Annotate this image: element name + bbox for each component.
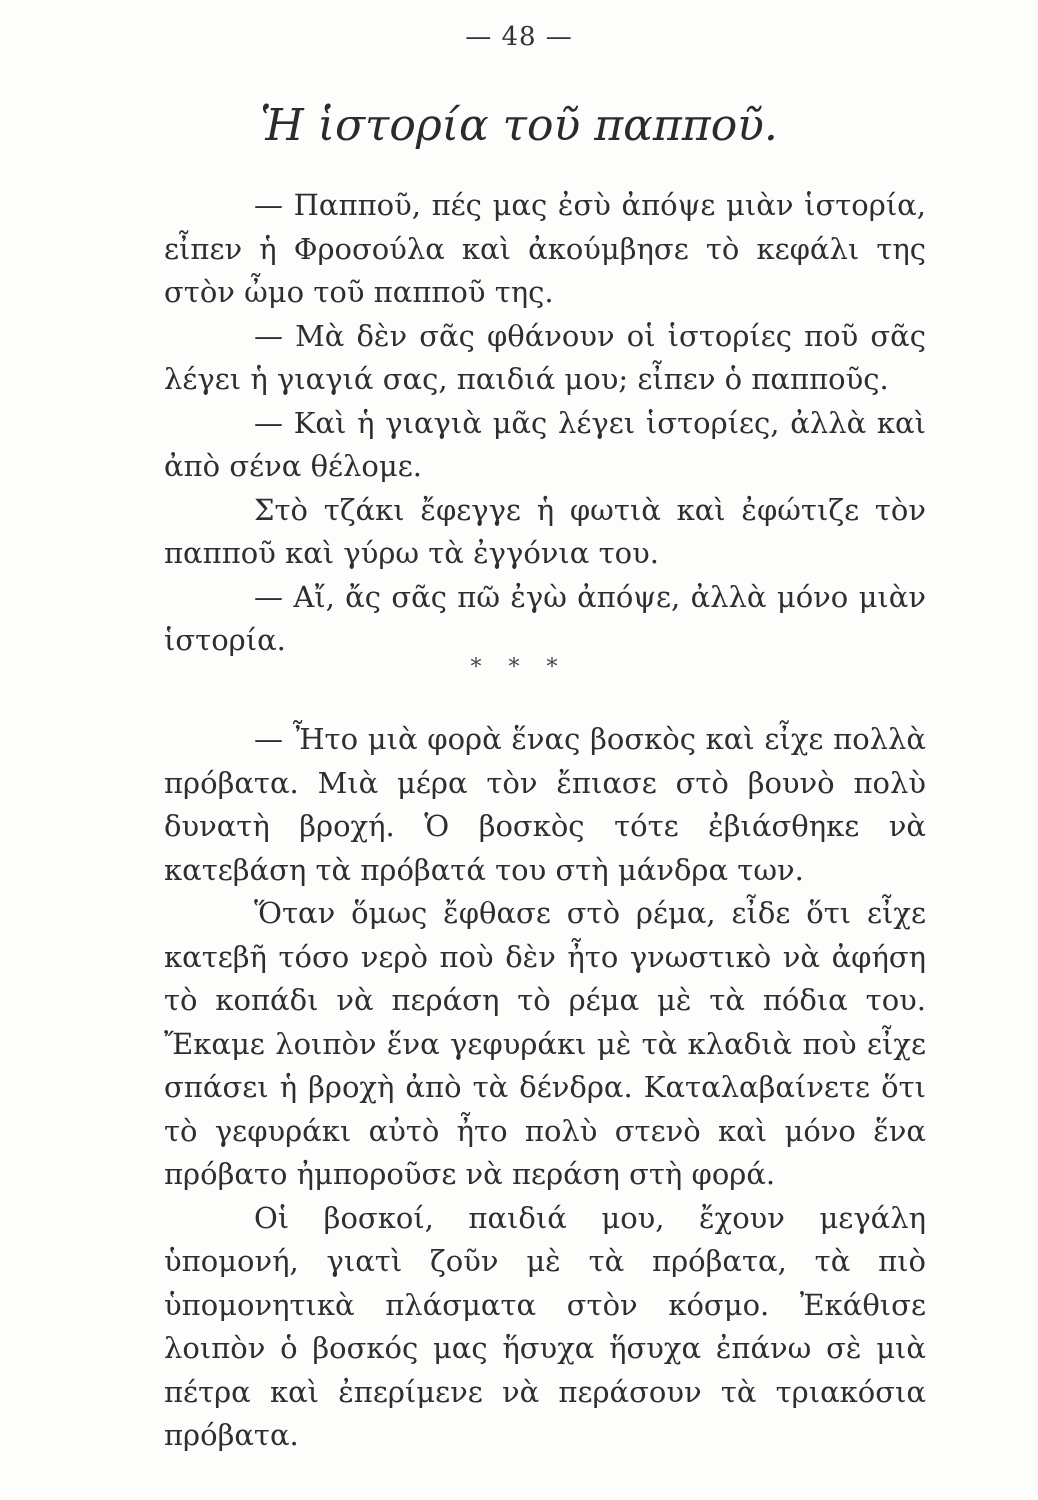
section-separator: * * * [470,655,568,680]
chapter-title: Ἡ ἱστορία τοῦ παπποῦ. [260,100,778,151]
paragraph: — Καὶ ἡ γιαγιὰ μᾶς λέγει ἱστορίες, ἀλλὰ καὶ ἀπὸ σένα θέλομε. [164,405,926,483]
paragraph: — Ἦτο μιὰ φορὰ ἕνας βοσκὸς καὶ εἶχε πολλὰ πρόβατα. Μιὰ μέρα τὸν ἔπιασε στὸ βουνὸ πολὺ δυνατὴ βροχή. Ὁ βοσκὸς τότε ἐβιάσθηκε νὰ κατεβάση τὰ πρόβατά του στὴ μάνδρα των. [164,722,926,887]
paragraph: — Μὰ δὲν σᾶς φθάνουν οἱ ἱστορίες ποῦ σᾶς λέγει ἡ γιαγιά σας, παιδιά μου; εἶπεν ὁ παπποῦς. [164,318,926,396]
page-number: — 48 — [465,22,573,52]
paragraph: — Αἴ, ἄς σᾶς πῶ ἐγὼ ἀπόψε, ἀλλὰ μόνο μιὰν ἱστορία. [164,579,926,657]
text-section-2 [164,718,926,1458]
paragraph: Οἱ βοσκοί, παιδιά μου, ἔχουν μεγάλη ὑπομονή, γιατὶ ζοῦν μὲ τὰ πρόβατα, τὰ πιὸ ὑπομονητικὰ πλάσματα στὸν κόσμο. Ἐκάθισε λοιπὸν ὁ βοσκός μας ἥσυχα ἥσυχα ἐπάνω σὲ μιὰ πέτρα καὶ ἐπερίμενε νὰ περάσουν τὰ τριακόσια πρόβατα. [164,1200,926,1452]
text-section-1 [164,184,926,663]
paragraph: — Παπποῦ, πές μας ἐσὺ ἀπόψε μιὰν ἱστορία, εἶπεν ἡ Φροσούλα καὶ ἀκούμβησε τὸ κεφάλι της στὸν ὦμο τοῦ παπποῦ της. [164,188,926,309]
paragraph: Ὅταν ὅμως ἔφθασε στὸ ρέμα, εἶδε ὅτι εἶχε κατεβῆ τόσο νερὸ ποὺ δὲν ἦτο γνωστικὸ νὰ ἀφήση τὸ κοπάδι νὰ περάση τὸ ρέμα μὲ τὰ πόδια του. Ἔκαμε λοιπὸν ἕνα γεφυράκι μὲ τὰ κλαδιὰ ποὺ εἶχε σπάσει ἡ βροχὴ ἀπὸ τὰ δένδρα. Καταλαβαίνετε ὅτι τὸ γεφυράκι αὐτὸ ἦτο πολὺ στενὸ καὶ μόνο ἕνα πρόβατο ἠμποροῦσε νὰ περάση στὴ φορά. [164,896,926,1191]
paragraph: Στὸ τζάκι ἔφεγγε ἡ φωτιὰ καὶ ἐφώτιζε τὸν παπποῦ καὶ γύρω τὰ ἐγγόνια του. [164,492,926,570]
